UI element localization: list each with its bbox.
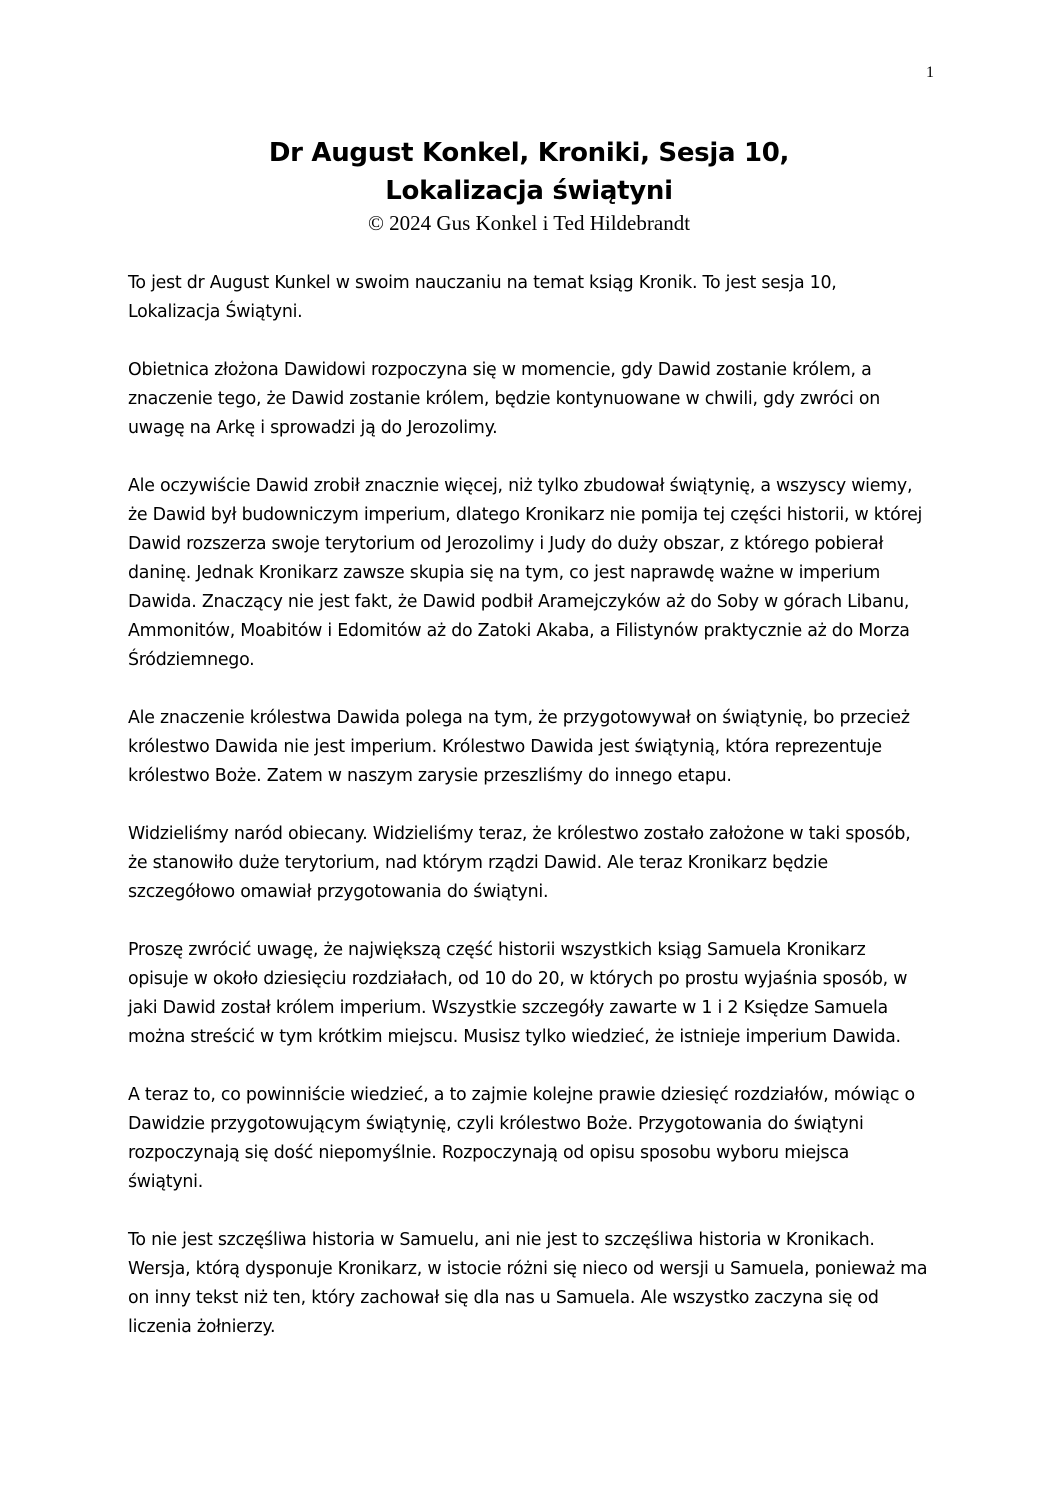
paragraph: Widzieliśmy naród obiecany. Widzieliśmy teraz, że królestwo zostało założone w taki sposób, że stanowiło duże terytorium, nad którym rządzi Dawid. Ale teraz Kronikarz będzie szczegółowo omawiał przygotowania do świątyni. [128,824,911,902]
document-body [128,269,928,1371]
document-header [0,134,1058,236]
document-title-line-2: Lokalizacja świątyni [385,176,673,206]
paragraph: Ale oczywiście Dawid zrobił znacznie więcej, niż tylko zbudował świątynię, a wszyscy wiemy, że Dawid był budowniczym imperium, dlatego Kronikarz nie pomija tej części historii, w której Dawid rozszerza swoje terytorium od Jerozolimy i Judy do duży obszar, z którego pobierał daninę. Jednak Kronikarz zawsze skupia się na tym, co jest naprawdę ważne w imperium Dawida. Znaczący nie jest fakt, że Dawid podbił Aramejczyków aż do Soby w górach Libanu, Ammonitów, Moabitów i Edomitów aż do Zatoki Akaba, a Filistynów praktycznie aż do Morza Śródziemnego. [128,476,923,670]
copyright-notice: © 2024 Gus Konkel i Ted Hildebrandt [367,211,691,235]
document-title-line-1: Dr August Konkel, Kroniki, Sesja 10, [268,138,790,168]
paragraph: Ale znaczenie królestwa Dawida polega na tym, że przygotowywał on świątynię, bo przecież królestwo Dawida nie jest imperium. Królestwo Dawida jest świątynią, która reprezentuje królestwo Boże. Zatem w naszym zarysie przeszliśmy do innego etapu. [128,708,910,786]
paragraph: Proszę zwrócić uwagę, że największą część historii wszystkich ksiąg Samuela Kronikarz opisuje w około dziesięciu rozdziałach, od 10 do 20, w których po prostu wyjaśnia sposób, w jaki Dawid został królem imperium. Wszystkie szczegóły zawarte w 1 i 2 Księdze Samuela można streścić w tym krótkim miejscu. Musisz tylko wiedzieć, że istnieje imperium Dawida. [128,940,908,1047]
paragraph: To nie jest szczęśliwa historia w Samuelu, ani nie jest to szczęśliwa historia w Kronikach. Wersja, którą dysponuje Kronikarz, w istocie różni się nieco od wersji u Samuela, ponieważ ma on inny tekst niż ten, który zachował się dla nas u Samuela. Ale wszystko zaczyna się od liczenia żołnierzy. [128,1230,928,1337]
paragraph: To jest dr August Kunkel w swoim nauczaniu na temat ksiąg Kronik. To jest sesja 10, Lokalizacja Świątyni. [128,273,837,322]
paragraph: A teraz to, co powinniście wiedzieć, a to zajmie kolejne prawie dziesięć rozdziałów, mówiąc o Dawidzie przygotowującym świątynię, czyli królestwo Boże. Przygotowania do świątyni rozpoczynają się dość niepomyślnie. Rozpoczynają od opisu sposobu wyboru miejsca świątyni. [128,1085,915,1192]
page-number: 1 [926,64,934,81]
paragraph: Obietnica złożona Dawidowi rozpoczyna się w momencie, gdy Dawid zostanie królem, a znaczenie tego, że Dawid zostanie królem, będzie kontynuowane w chwili, gdy zwróci on uwagę na Arkę i sprowadzi ją do Jerozolimy. [128,360,881,438]
